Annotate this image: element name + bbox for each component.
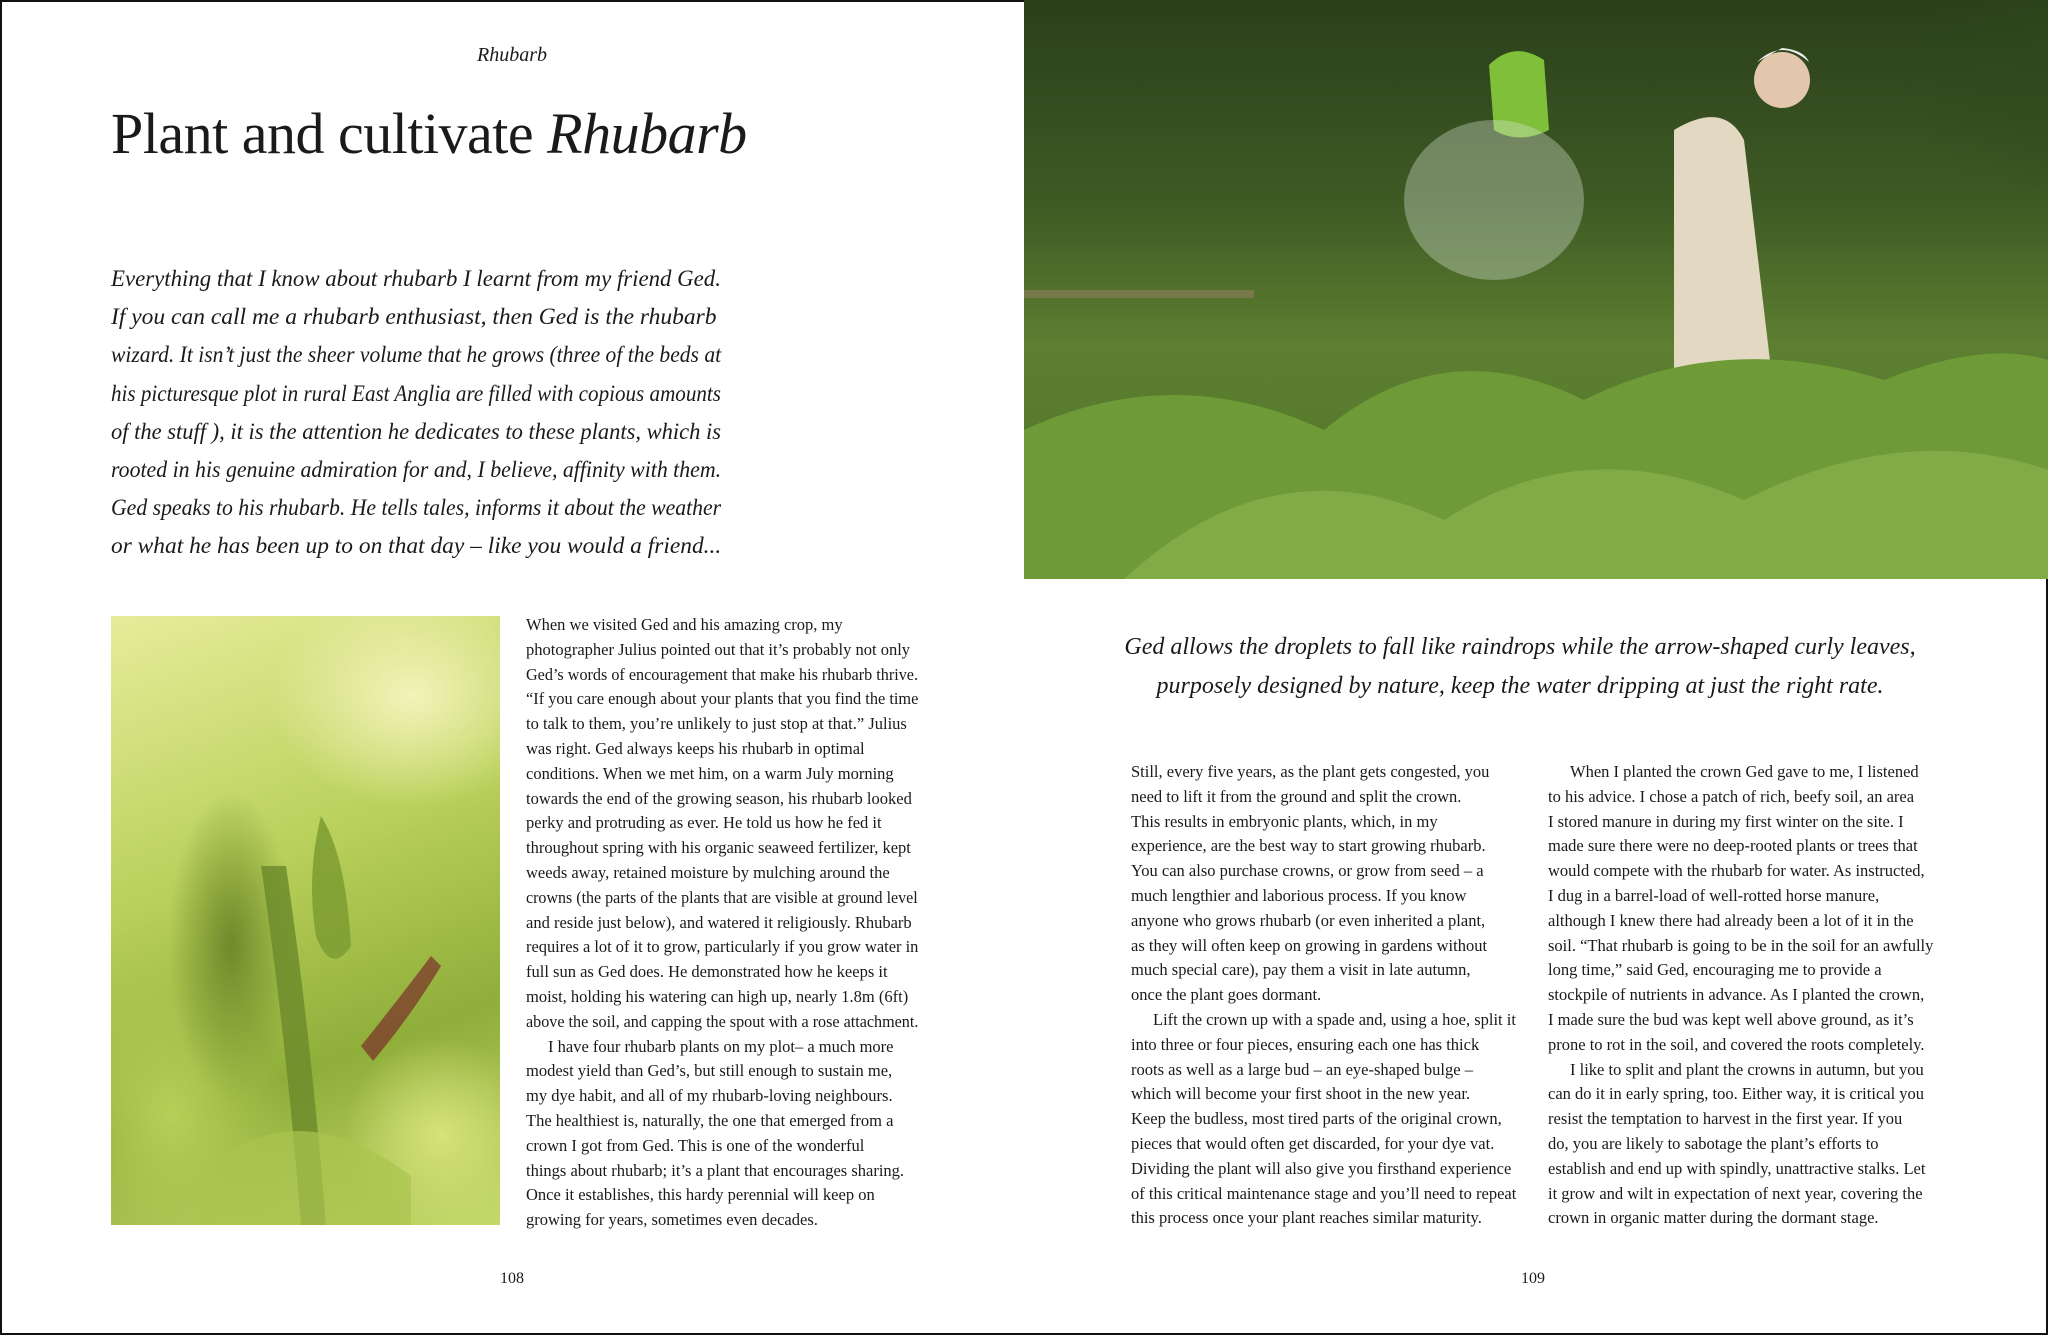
paragraph [1131,1008,1523,1231]
text-line: Keep the budless, most tired parts of the original crown, [1131,1109,1502,1129]
text-line: When we visited Ged and his amazing crop, my [526,615,843,634]
text-line: towards the end of the growing season, his rhubarb looked [526,788,912,808]
text-line: I have four rhubarb plants on my plot– a much more [548,1036,894,1056]
left-body-text [526,613,918,1233]
text-line: Everything that I know about rhubarb I learnt from my friend Ged. [111,266,721,292]
text-line: establish and end up with spindly, unattractive stalks. Let [1548,1158,1926,1178]
text-line: it grow and wilt in expectation of next year, covering the [1548,1183,1923,1203]
text-line: weeds away, retained moisture by mulching around the [526,862,890,882]
text-line: throughout spring with his organic seaweed fertilizer, kept [526,838,911,858]
text-line: was right. Ged always keeps his rhubarb in optimal [526,738,865,758]
text-line: things about rhubarb; it’s a plant that encourages sharing. [526,1160,905,1180]
garden-scene-illustration [1024,0,2048,579]
paragraph [526,613,918,1035]
text-line: once the plant goes dormant. [1131,985,1322,1005]
text-line: above the soil, and capping the spout with a rose attachment. [526,1011,919,1031]
text-line: Still, every five years, as the plant gets congested, you [1131,762,1490,781]
rhubarb-stalks-illustration [111,616,500,1225]
text-line: Ged allows the droplets to fall like raindrops while the arrow-shaped curly leaves, [1124,634,1916,660]
text-line: If you can call me a rhubarb enthusiast, then Ged is the rhubarb [111,304,717,331]
text-line: soil. “That rhubarb is going to be in the soil for an awfully [1548,935,1934,955]
text-line: would compete with the rhubarb for water. As instructed, [1548,861,1925,881]
text-line: this process once your plant reaches similar maturity. [1131,1208,1482,1228]
rhubarb-closeup-photo [111,616,500,1225]
text-line: need to lift it from the ground and split the crown. [1131,786,1462,806]
text-line: much special care), pay them a visit in late autumn, [1131,960,1471,980]
text-line: although I knew there had already been a lot of it in the [1548,910,1914,930]
text-line: modest yield than Ged’s, but still enough to sustain me, [526,1061,893,1081]
text-line: Once it establishes, this hardy perennial will keep on [526,1185,875,1205]
paragraph [1131,760,1523,1008]
text-line: You can also purchase crowns, or grow from seed – a [1131,861,1484,881]
running-head: Rhubarb [477,44,547,66]
intro-paragraph [111,260,721,566]
text-line: Ged’s words of encouragement that make his rhubarb thrive. [526,664,919,684]
page-number-right: 109 [1521,1270,1545,1287]
text-line: I stored manure in during my first winter on the site. I [1548,811,1904,831]
text-line: to talk to them, you’re unlikely to just stop at that.” Julius [526,714,907,734]
text-line: resist the temptation to harvest in the first year. If you [1548,1109,1903,1129]
text-line: crowns (the parts of the plants that are visible at ground level [526,887,918,907]
text-line: into three or four pieces, ensuring each one has thick [1131,1034,1480,1054]
page-number-left: 108 [500,1270,524,1287]
text-line: of the stuff ), it is the attention he dedicates to these plants, which is [111,418,722,445]
title-italic: Rhubarb [547,101,747,166]
text-line: growing for years, sometimes even decades. [526,1210,818,1230]
text-line: The healthiest is, naturally, the one that emerged from a [526,1110,894,1130]
text-line: photographer Julius pointed out that it’s probably not only [526,639,911,659]
paragraph [1548,760,1936,1058]
text-line: prone to rot in the soil, and covered the roots completely. [1548,1034,1925,1054]
text-line: which will become your first shoot in the new year. [1131,1084,1471,1104]
text-line: can do it in early spring, too. Either way, it is critical you [1548,1084,1925,1104]
text-line: or what he has been up to on that day – like you would a friend... [111,533,722,560]
text-line: roots as well as a large bud – an eye-shaped bulge – [1131,1059,1473,1079]
text-line: much lengthier and laborious process. If you know [1131,885,1467,905]
text-line: wizard. It isn’t just the sheer volume that he grows (three of the beds at [111,342,722,369]
text-line: anyone who grows rhubarb (or even inherited a plant, [1131,910,1486,930]
text-line: his picturesque plot in rural East Anglia are filled with copious amounts [111,380,721,407]
text-line: my dye habit, and all of my rhubarb-loving neighbours. [526,1086,893,1106]
gardener-watering-rhubarb-photo [1024,0,2048,579]
text-line: crown I got from Ged. This is one of the wonderful [526,1135,865,1155]
right-body-column-1 [1131,760,1523,1231]
title-plain: Plant and cultivate [111,101,548,166]
text-line: conditions. When we met him, on a warm July morning [526,763,894,783]
page-title [111,100,747,167]
text-line: purposely designed by nature, keep the water dripping at just the right rate. [1156,673,1884,699]
text-line: “If you care enough about your plants that you find the time [526,689,919,709]
text-line: Ged speaks to his rhubarb. He tells tales, informs it about the weather [111,495,722,522]
paragraph [526,1035,918,1233]
text-line: perky and protruding as ever. He told us how he fed it [526,813,882,833]
photo-caption [1060,628,1980,706]
text-line: crown in organic matter during the dormant stage. [1548,1208,1879,1228]
text-line: experience, are the best way to start growing rhubarb. [1131,836,1486,856]
text-line: requires a lot of it to grow, particularly if you grow water in [526,937,919,957]
text-line: of this critical maintenance stage and you’ll need to repeat [1131,1183,1517,1203]
text-line: do, you are likely to sabotage the plant’s efforts to [1548,1133,1879,1153]
text-line: Lift the crown up with a spade and, using a hoe, split it [1153,1009,1516,1029]
text-line: made sure there were no deep-rooted plants or trees that [1548,836,1918,856]
text-line: to his advice. I chose a patch of rich, beefy soil, an area [1548,786,1915,806]
text-line: Dividing the plant will also give you firsthand experience [1131,1158,1512,1178]
text-line: I made sure the bud was kept well above ground, as it’s [1548,1009,1914,1029]
text-line: long time,” said Ged, encouraging me to provide a [1548,960,1882,980]
text-line: I dug in a barrel-load of well-rotted horse manure, [1548,885,1880,905]
text-line: stockpile of nutrients in advance. As I planted the crown, [1548,985,1925,1005]
text-line: I like to split and plant the crowns in autumn, but you [1570,1059,1924,1079]
paragraph [1548,1058,1936,1232]
text-line: pieces that would often get discarded, for your dye vat. [1131,1133,1495,1153]
text-line: full sun as Ged does. He demonstrated how he keeps it [526,962,888,982]
right-body-column-2 [1548,760,1936,1231]
text-line: as they will often keep on growing in gardens without [1131,935,1488,955]
text-line: rooted in his genuine admiration for and, I believe, affinity with them. [111,457,722,484]
text-line: This results in embryonic plants, which, in my [1131,811,1438,831]
text-line: moist, holding his watering can high up, nearly 1.8m (6ft) [526,986,909,1006]
text-line: and reside just below), and watered it religiously. Rhubarb [526,912,912,932]
text-line: When I planted the crown Ged gave to me, I listened [1570,762,1919,781]
